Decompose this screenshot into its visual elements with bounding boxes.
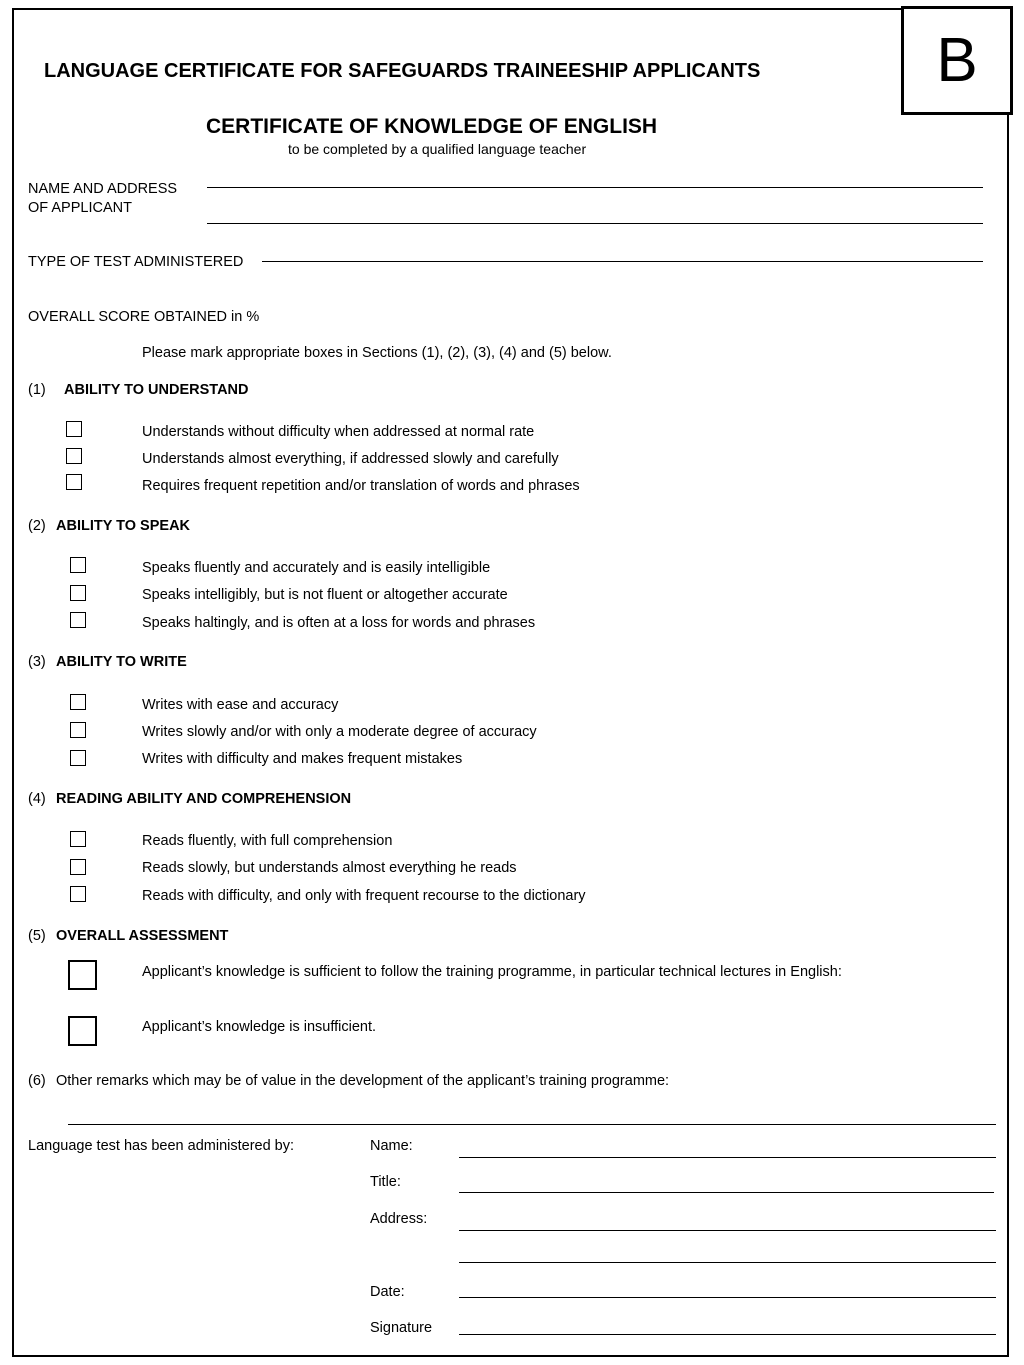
of-applicant-label: OF APPLICANT: [28, 200, 132, 216]
write-option-1-checkbox[interactable]: [70, 694, 86, 710]
write-option-3-label: Writes with difficulty and makes frequent mistakes: [142, 751, 463, 767]
write-option-2-checkbox[interactable]: [70, 722, 86, 738]
name-address-field-line-2[interactable]: [207, 223, 983, 224]
understand-option-2-checkbox[interactable]: [66, 448, 82, 464]
section-2-title: ABILITY TO SPEAK: [56, 518, 191, 534]
section-6-number: (6): [28, 1073, 46, 1089]
signature-field-line[interactable]: [459, 1334, 996, 1335]
administrator-name-field-line[interactable]: [459, 1157, 996, 1158]
form-letter-badge: B: [901, 6, 1013, 115]
section-4-title: READING ABILITY AND COMPREHENSION: [56, 791, 352, 807]
speak-option-1-checkbox[interactable]: [70, 557, 86, 573]
section-1-title: ABILITY TO UNDERSTAND: [64, 382, 249, 398]
reading-option-3-checkbox[interactable]: [70, 886, 86, 902]
administrator-address-label: Address:: [370, 1211, 428, 1227]
signature-label: Signature: [370, 1320, 433, 1336]
speak-option-2-label: Speaks intelligibly, but is not fluent or altogether accurate: [142, 587, 508, 603]
name-address-label: NAME AND ADDRESS: [28, 181, 178, 197]
administered-by-label: Language test has been administered by:: [28, 1138, 295, 1154]
reading-option-2-label: Reads slowly, but understands almost everything he reads: [142, 860, 517, 876]
understand-option-3-label: Requires frequent repetition and/or translation of words and phrases: [142, 478, 580, 494]
administrator-address-field-line-1[interactable]: [459, 1230, 996, 1231]
test-type-label: TYPE OF TEST ADMINISTERED: [28, 254, 244, 270]
page-border: [12, 8, 1009, 1357]
completion-note: to be completed by a qualified language teacher: [288, 141, 587, 157]
reading-option-1-label: Reads fluently, with full comprehension: [142, 833, 393, 849]
reading-option-1-checkbox[interactable]: [70, 831, 86, 847]
speak-option-1-label: Speaks fluently and accurately and is easily intelligible: [142, 560, 491, 576]
understand-option-3-checkbox[interactable]: [66, 474, 82, 490]
speak-option-2-checkbox[interactable]: [70, 585, 86, 601]
administrator-name-label: Name:: [370, 1138, 413, 1154]
administrator-title-label: Title:: [370, 1174, 401, 1190]
administrator-address-field-line-2[interactable]: [459, 1262, 996, 1263]
score-label: OVERALL SCORE OBTAINED in %: [28, 309, 260, 325]
understand-option-1-label: Understands without difficulty when addressed at normal rate: [142, 424, 535, 440]
section-2-number: (2): [28, 518, 46, 534]
administrator-title-field-line[interactable]: [459, 1192, 994, 1193]
write-option-3-checkbox[interactable]: [70, 750, 86, 766]
certificate-subtitle: CERTIFICATE OF KNOWLEDGE OF ENGLISH: [206, 115, 658, 138]
write-option-1-label: Writes with ease and accuracy: [142, 697, 339, 713]
assessment-sufficient-label: Applicant’s knowledge is sufficient to follow the training programme, in particular technical lectures in English:: [142, 964, 842, 980]
understand-option-2-label: Understands almost everything, if addressed slowly and carefully: [142, 451, 559, 467]
document-title: LANGUAGE CERTIFICATE FOR SAFEGUARDS TRAINEESHIP APPLICANTS: [44, 60, 761, 82]
assessment-insufficient-checkbox[interactable]: [68, 1016, 97, 1046]
reading-option-3-label: Reads with difficulty, and only with frequent recourse to the dictionary: [142, 888, 586, 904]
assessment-insufficient-label: Applicant’s knowledge is insufficient.: [142, 1019, 377, 1035]
section-5-title: OVERALL ASSESSMENT: [56, 928, 229, 944]
speak-option-3-checkbox[interactable]: [70, 612, 86, 628]
write-option-2-label: Writes slowly and/or with only a moderate degree of accuracy: [142, 724, 537, 740]
section-1-number: (1): [28, 382, 46, 398]
section-4-number: (4): [28, 791, 46, 807]
instructions-text: Please mark appropriate boxes in Sections (1), (2), (3), (4) and (5) below.: [142, 345, 612, 361]
reading-option-2-checkbox[interactable]: [70, 859, 86, 875]
remarks-label: Other remarks which may be of value in the development of the applicant’s training programme:: [56, 1073, 670, 1089]
section-3-title: ABILITY TO WRITE: [56, 654, 187, 670]
section-3-number: (3): [28, 654, 46, 670]
remarks-field-line[interactable]: [68, 1124, 996, 1125]
administration-date-label: Date:: [370, 1284, 405, 1300]
assessment-sufficient-checkbox[interactable]: [68, 960, 97, 990]
speak-option-3-label: Speaks haltingly, and is often at a loss for words and phrases: [142, 615, 536, 631]
understand-option-1-checkbox[interactable]: [66, 421, 82, 437]
section-5-number: (5): [28, 928, 46, 944]
administration-date-field-line[interactable]: [459, 1297, 996, 1298]
test-type-field-line[interactable]: [262, 261, 983, 262]
name-address-field-line-1[interactable]: [207, 187, 983, 188]
